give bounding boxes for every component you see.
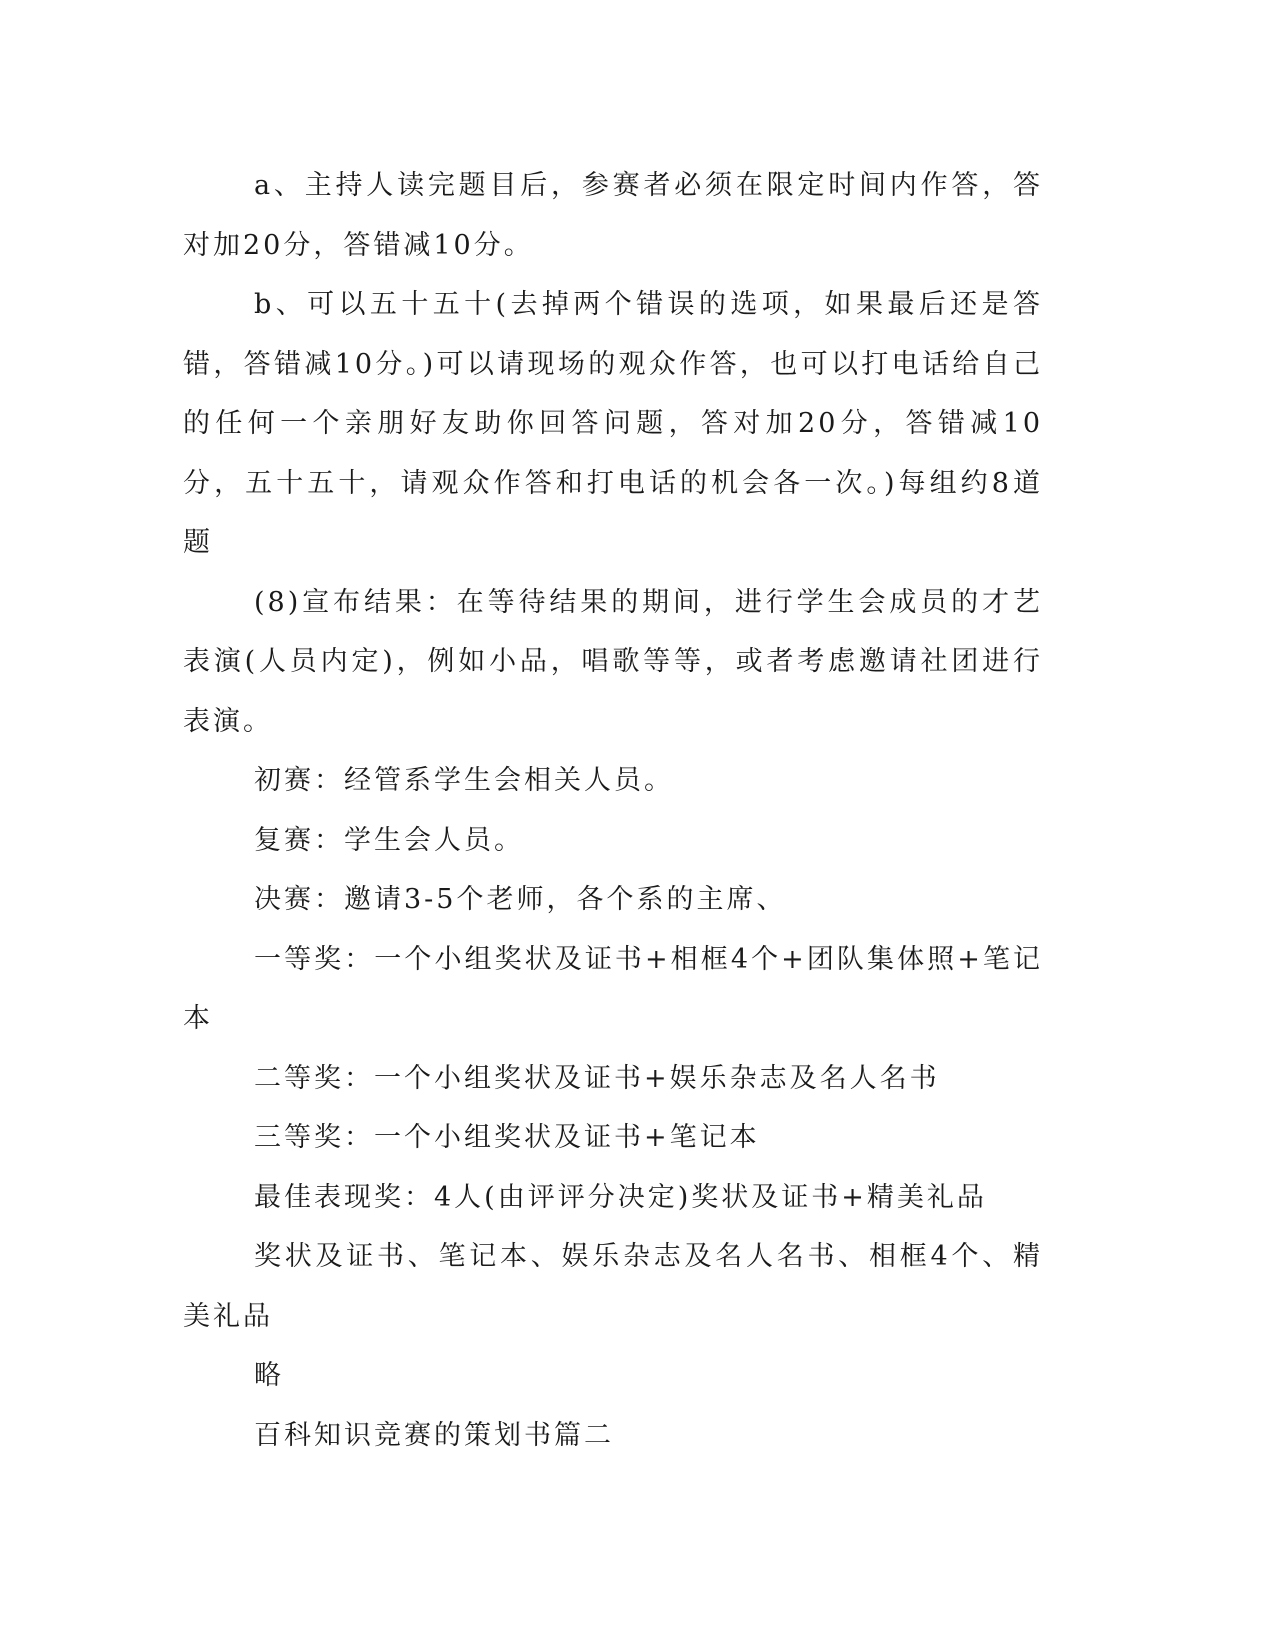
paragraph-rule-b: b、可以五十五十(去掉两个错误的选项，如果最后还是答错，答错减10分。)可以请现场的观众作答，也可以打电话给自己的任何一个亲朋好友助你回答问题，答对加20分，答错减10分，五十五十，请观众作答和打电话的机会各一次。)每组约8道题 [183,289,1043,558]
paragraph-omitted: 略 [254,1360,284,1391]
paragraph-announce-results: (8)宣布结果：在等待结果的期间，进行学生会成员的才艺表演(人员内定)，例如小品，唱歌等等，或者考虑邀请社团进行表演。 [183,586,1043,737]
paragraph-first-prize: 一等奖：一个小组奖状及证书+相框4个+团队集体照+笔记本 [183,943,1043,1034]
document-body [183,156,1043,1465]
paragraph-best-performance: 最佳表现奖：4人(由评评分决定)奖状及证书+精美礼品 [254,1181,987,1213]
paragraph-prize-list: 奖状及证书、笔记本、娱乐杂志及名人名书、相框4个、精美礼品 [183,1241,1043,1332]
paragraph-second-prize: 二等奖：一个小组奖状及证书+娱乐杂志及名人名书 [254,1062,940,1094]
section-heading-part-two: 百科知识竞赛的策划书篇二 [254,1419,614,1451]
paragraph-preliminary: 初赛：经管系学生会相关人员。 [254,765,674,796]
paragraph-third-prize: 三等奖：一个小组奖状及证书+笔记本 [254,1122,760,1153]
paragraph-rule-a: a、主持人读完题目后，参赛者必须在限定时间内作答，答对加20分，答错减10分。 [183,170,1043,261]
paragraph-semifinal: 复赛：学生会人员。 [254,824,524,856]
paragraph-final: 决赛：邀请3-5个老师，各个系的主席、 [254,884,787,915]
